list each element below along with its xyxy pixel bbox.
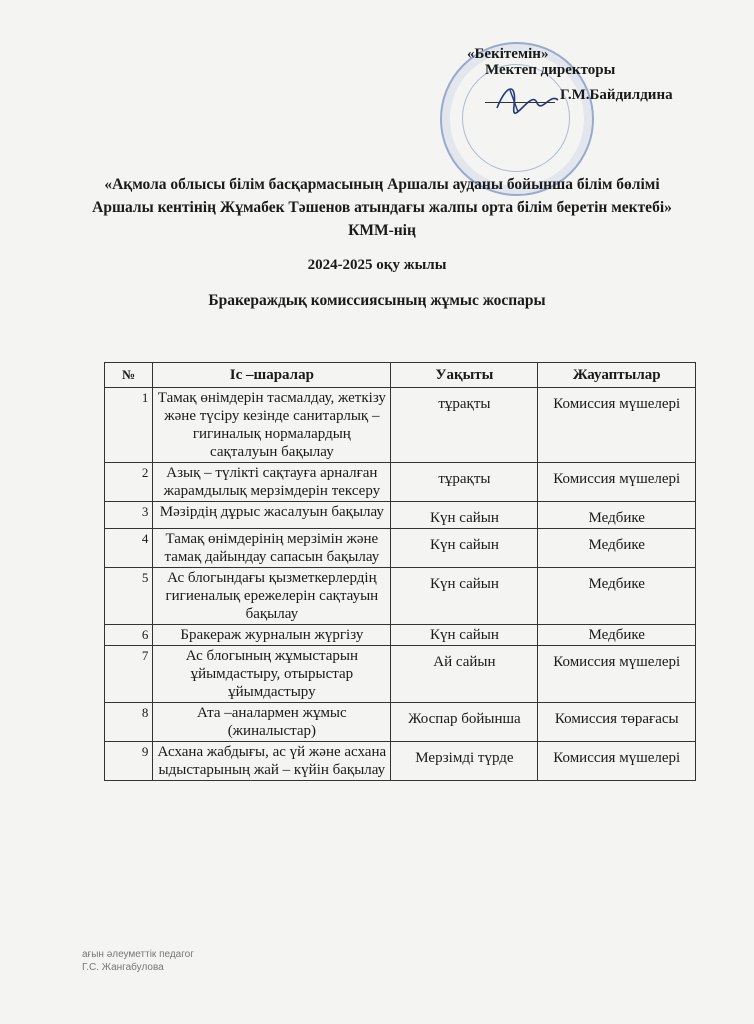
table-row	[105, 568, 696, 625]
row-time	[391, 742, 538, 781]
table-row	[105, 463, 696, 502]
row-time	[391, 646, 538, 703]
table-header-row	[105, 363, 696, 388]
row-time-text: Күн сайын	[429, 576, 499, 592]
row-activity: Тамақ өнімдерінің мерзімін және тамақ дайындау сапасын бақылау	[153, 529, 391, 568]
row-time-text: тұрақты	[438, 396, 491, 412]
row-activity: Ас блогындағы қызметкерлердің гигиеналық ережелерін сақтауын бақылау	[153, 568, 391, 625]
row-time-text: Күн сайын	[429, 627, 499, 643]
row-time-text: Мерзімді түрде	[415, 750, 514, 766]
row-responsible	[538, 529, 696, 568]
row-responsible	[538, 568, 696, 625]
row-responsible	[538, 388, 696, 463]
row-time-text: Жоспар бойынша	[408, 711, 521, 727]
row-responsible	[538, 742, 696, 781]
row-time	[391, 625, 538, 646]
row-responsible-text: Медбике	[588, 510, 645, 526]
row-number: 3	[105, 502, 153, 529]
table-row	[105, 703, 696, 742]
footer-note	[82, 948, 194, 974]
row-number: 5	[105, 568, 153, 625]
approval-name: Г.М.Байдилдина	[560, 87, 673, 103]
row-responsible-text: Медбике	[588, 576, 645, 592]
header-time: Уақыты	[391, 363, 538, 388]
row-responsible-text: Медбике	[588, 537, 645, 553]
document-subtitle: Бракераждық комиссиясының жұмыс жоспары	[208, 292, 546, 309]
row-time	[391, 568, 538, 625]
row-number: 1	[105, 388, 153, 463]
row-time-text: Күн сайын	[429, 510, 499, 526]
row-activity: Асхана жабдығы, ас үй және асхана ыдыстарының жай – күйін бақылау	[153, 742, 391, 781]
row-number: 8	[105, 703, 153, 742]
row-number: 9	[105, 742, 153, 781]
row-responsible-text: Комиссия мүшелері	[553, 396, 681, 412]
approval-block	[440, 42, 730, 162]
row-time	[391, 502, 538, 529]
document-title: «Ақмола облысы білім басқармасының Аршалы ауданы бойынша білім бөлімі Аршалы кентінің Жұмабек Тәшенов атындағы жалпы орта білім беретін мектебі» КММ-нің	[92, 176, 672, 239]
footer-position: ағын әлеуметтік педагог	[82, 949, 194, 960]
row-time-text: Ай сайын	[433, 654, 496, 670]
signature-icon	[492, 78, 562, 118]
row-activity: Ас блогының жұмыстарын ұйымдастыру, отырыстар ұйымдастыру	[153, 646, 391, 703]
row-responsible-text: Комиссия төрағасы	[554, 711, 679, 727]
table-row	[105, 388, 696, 463]
row-time	[391, 529, 538, 568]
row-time	[391, 388, 538, 463]
row-number: 7	[105, 646, 153, 703]
row-activity: Азық – түлікті сақтауға арналған жарамдылық мерзімдерін тексеру	[153, 463, 391, 502]
row-time-text: Күн сайын	[429, 537, 499, 553]
row-activity: Ата –аналармен жұмыс (жиналыстар)	[153, 703, 391, 742]
row-responsible	[538, 502, 696, 529]
table-row	[105, 742, 696, 781]
work-plan-table	[104, 362, 696, 781]
row-activity: Бракераж журналын жүргізу	[153, 625, 391, 646]
row-responsible-text: Комиссия мүшелері	[553, 654, 681, 670]
row-responsible	[538, 625, 696, 646]
table-row	[105, 529, 696, 568]
approval-position: Мектеп директоры	[485, 62, 616, 78]
header-responsible: Жауаптылар	[538, 363, 696, 388]
table-row	[105, 625, 696, 646]
row-time	[391, 463, 538, 502]
row-responsible-text: Комиссия мүшелері	[553, 471, 681, 487]
row-responsible	[538, 703, 696, 742]
table-row	[105, 646, 696, 703]
row-time-text: тұрақты	[438, 471, 491, 487]
row-number: 2	[105, 463, 153, 502]
row-responsible-text: Комиссия мүшелері	[553, 750, 681, 766]
row-responsible	[538, 646, 696, 703]
academic-year: 2024-2025 оқу жылы	[307, 257, 447, 273]
approval-header: «Бекітемін»	[467, 46, 549, 62]
header-activities: Іс –шаралар	[153, 363, 391, 388]
row-responsible	[538, 463, 696, 502]
row-responsible-text: Медбике	[588, 627, 645, 643]
table-row	[105, 502, 696, 529]
row-activity: Тамақ өнімдерін тасмалдау, жеткізу және түсіру кезінде санитарлық – гигиналық нормалардың сақталуын бақылау	[153, 388, 391, 463]
row-activity: Мәзірдің дұрыс жасалуын бақылау	[153, 502, 391, 529]
header-number: №	[105, 363, 153, 388]
footer-name: Г.С. Жангабулова	[82, 962, 164, 973]
row-number: 4	[105, 529, 153, 568]
row-number: 6	[105, 625, 153, 646]
signature-line	[485, 102, 555, 103]
row-time	[391, 703, 538, 742]
